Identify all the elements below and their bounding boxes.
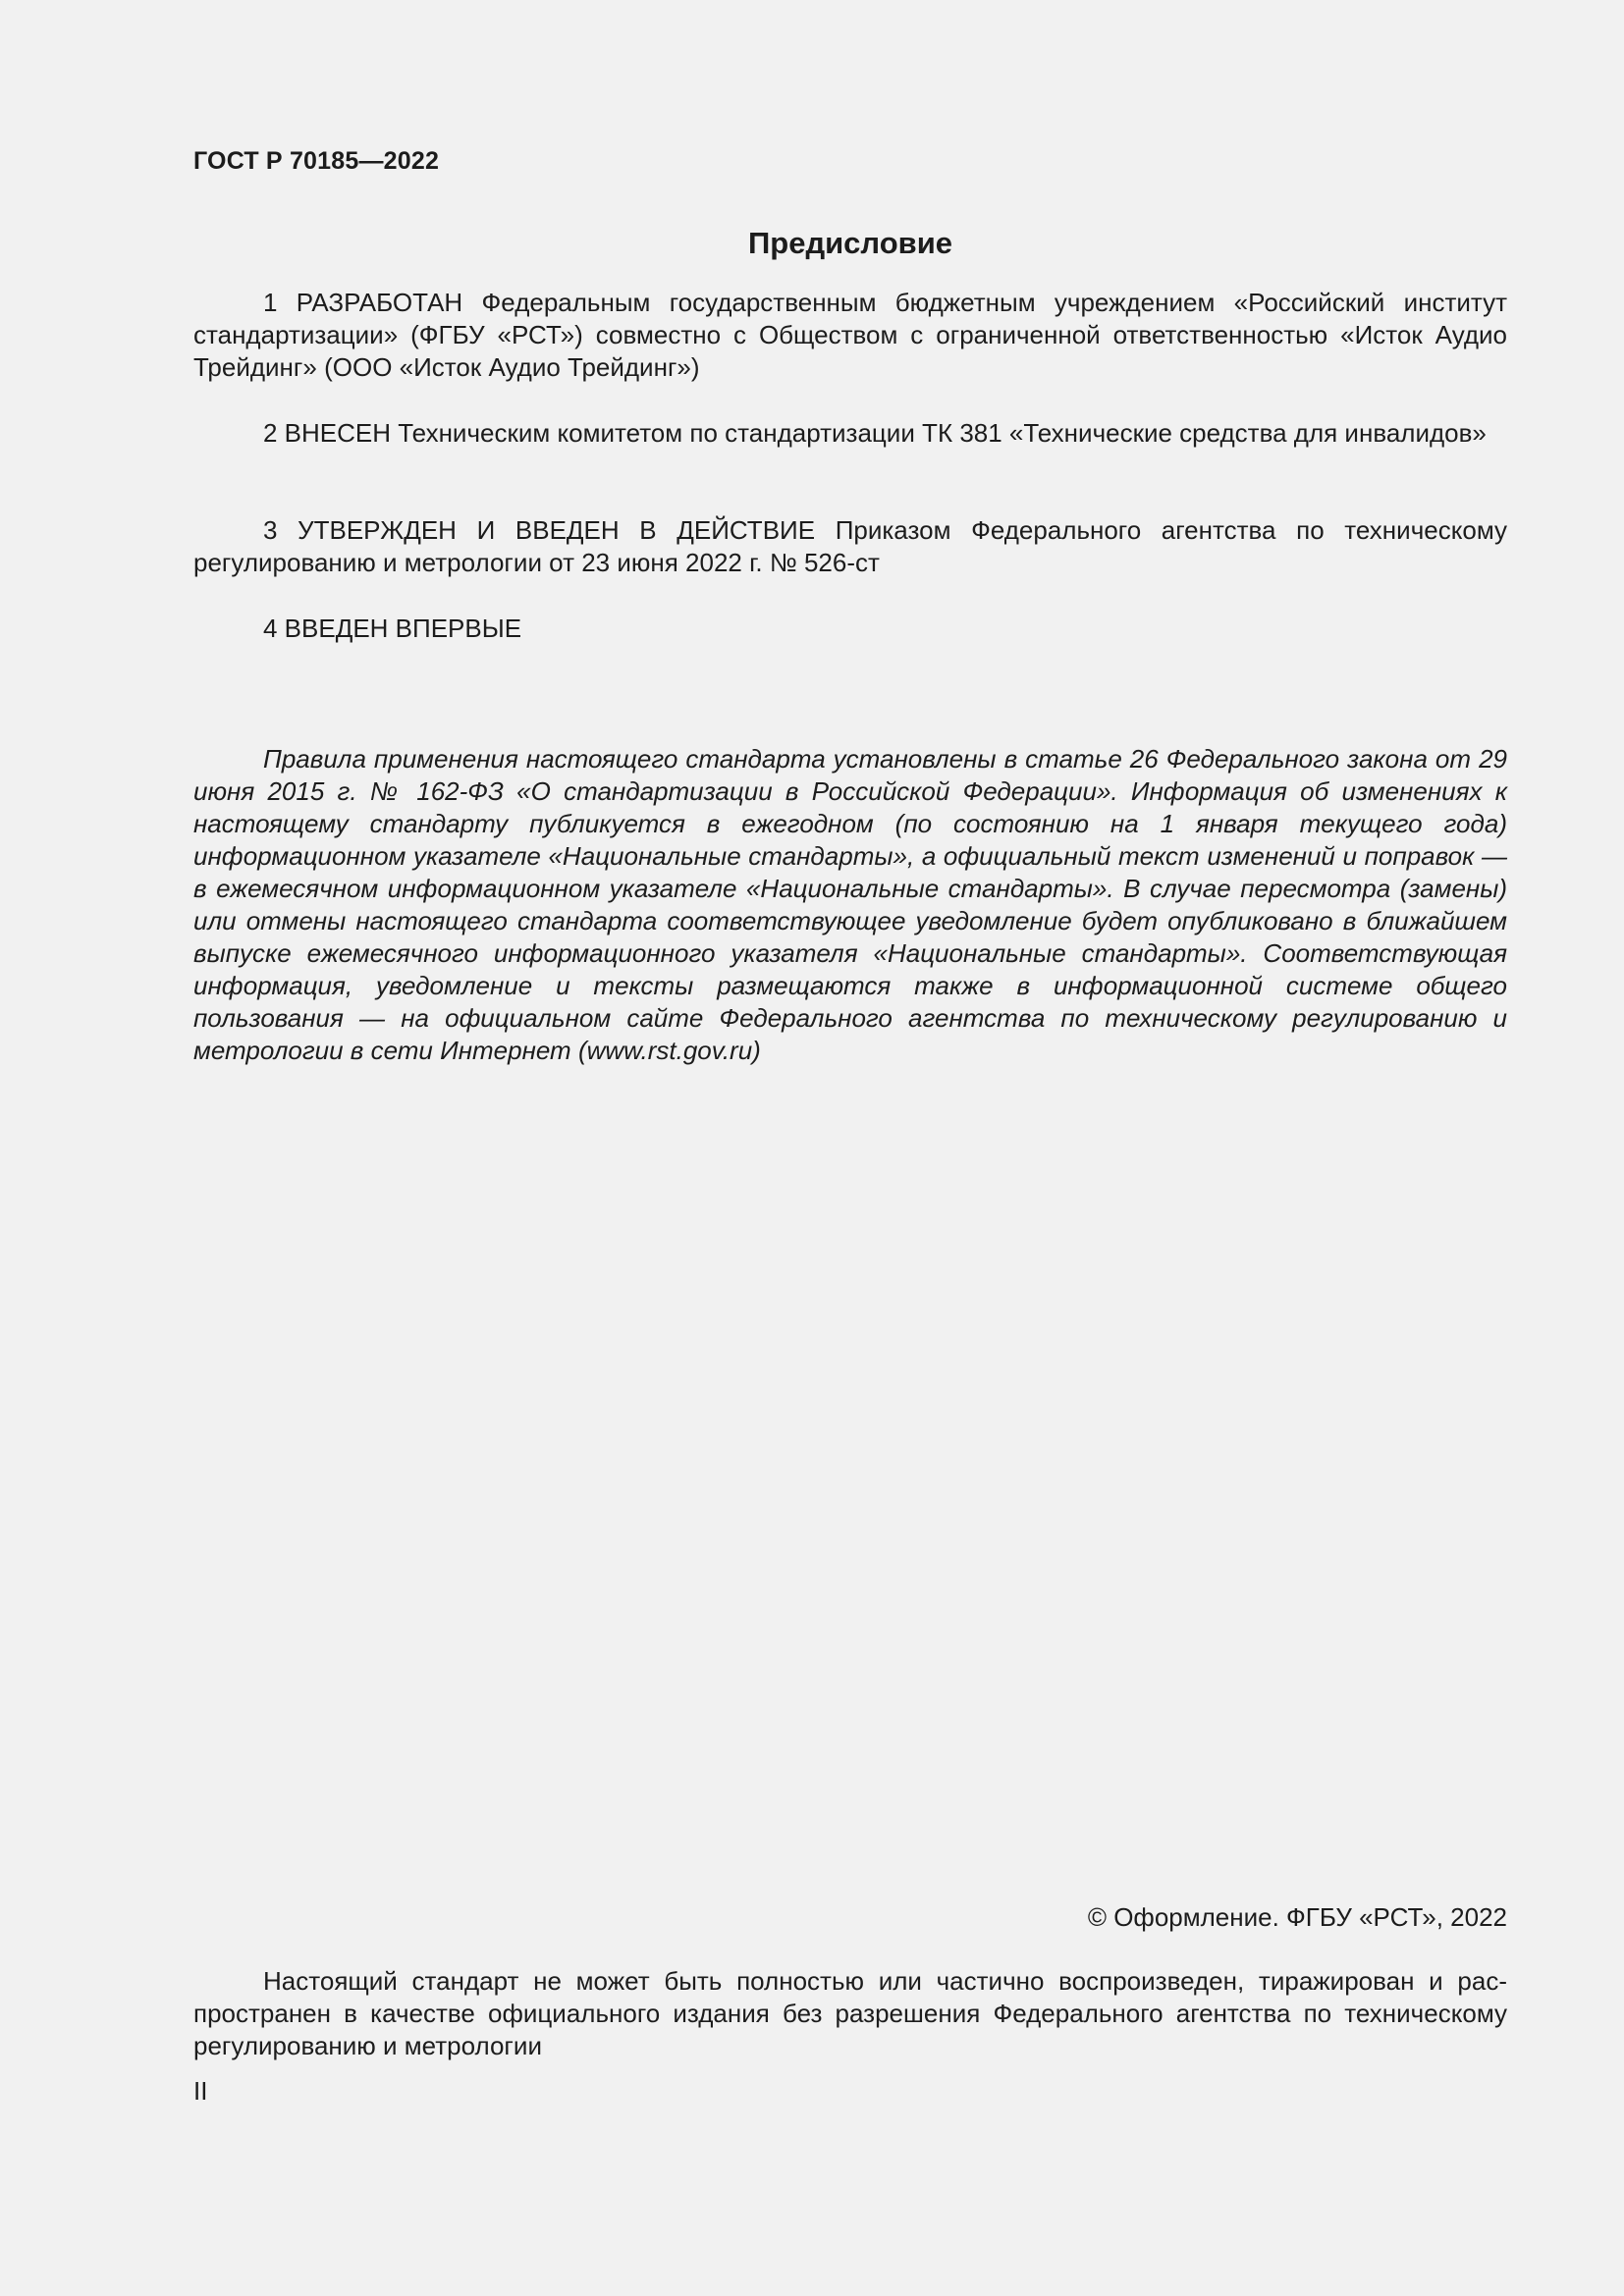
foreword-paragraph-2: 2 ВНЕСЕН Техническим комитетом по стандартизации ТК 381 «Технические средства для инвалидов»: [263, 418, 1487, 448]
copyright-line: © Оформление. ФГБУ «РСТ», 2022: [1087, 1902, 1507, 1932]
foreword-paragraph-3: 3 УТВЕРЖДЕН И ВВЕДЕН В ДЕЙСТВИЕ Приказом Федерального агентства по техническому регулированию и метрологии от 23 июня 2022 г. № 526-ст: [193, 515, 1507, 577]
page-title: Предисловие: [747, 226, 952, 260]
page-number: II: [193, 2076, 208, 2106]
application-rules-note: Правила применения настоящего стандарта установлены в статье 26 Федерального закона от 29 июня 2015 г. № 162-ФЗ «О стандартизации в Российской Федерации». Информация об изменениях к настоящему стандарту публикуется в ежегодном (по состоянию на 1 января текущего года) информационном указателе «Национальные стандарты», а официальный текст изменений и поправок — в ежемесячном информационном указателе «Национальные стандарты». В случае пересмотра (замены) или отмены настоящего стандарта соответствующее уведомление будет опубликовано в ближайшем выпуске ежемесячного информационного указателя «Национальные стандарты». Соответствующая информация, уведомление и тексты размещаются также в информационной системе общего пользования — на официальном сайте Федерального агентства по техническому регулированию и метрологии в сети Интернет (www.rst.gov.ru): [193, 744, 1507, 1065]
foreword-paragraph-4: 4 ВВЕДЕН ВПЕРВЫЕ: [263, 614, 522, 643]
document-header: ГОСТ Р 70185—2022: [193, 147, 440, 175]
reproduction-notice: Настоящий стандарт не может быть полностью или частично воспроизведен, тиражирован и распространен в качестве официального издания без разрешения Федерального агентства по техническому регулированию и метрологии: [193, 1966, 1507, 2060]
foreword-paragraph-1: 1 РАЗРАБОТАН Федеральным государственным бюджетным учреждением «Российский институт стандартизации» (ФГБУ «РСТ») совместно с Обществом с ограниченной ответственностью «Исток Аудио Трейдинг» (ООО «Исток Аудио Трейдинг»): [193, 288, 1507, 382]
